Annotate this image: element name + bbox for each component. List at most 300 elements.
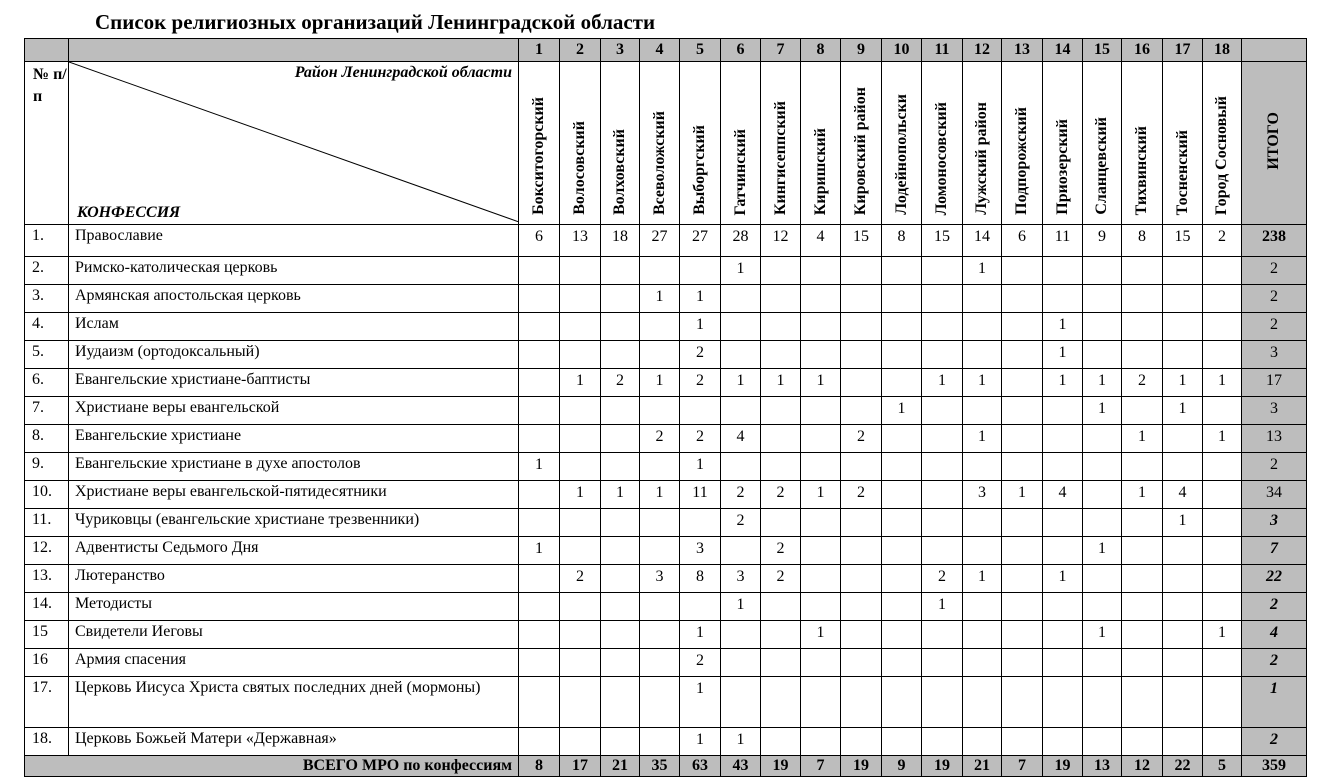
count-cell: 15 (1163, 225, 1203, 257)
district-header (761, 62, 801, 225)
count-cell (841, 677, 882, 728)
count-cell (519, 728, 560, 756)
header-row (25, 62, 1307, 225)
confession-name: Свидетели Иеговы (69, 621, 519, 649)
count-cell (1002, 257, 1043, 285)
count-cell: 1 (680, 313, 721, 341)
count-cell (721, 649, 761, 677)
column-number: 7 (761, 39, 801, 62)
count-cell (1043, 285, 1083, 313)
count-cell (841, 593, 882, 621)
district-header (882, 62, 922, 225)
count-cell: 1 (1043, 369, 1083, 397)
count-cell: 1 (1122, 425, 1163, 453)
count-cell (1122, 341, 1163, 369)
row-index: 1. (25, 225, 69, 257)
count-cell (601, 453, 640, 481)
count-cell: 1 (1203, 425, 1242, 453)
count-cell (963, 313, 1002, 341)
count-cell (882, 425, 922, 453)
district-name: Кировский район (852, 86, 869, 215)
district-header (922, 62, 963, 225)
count-cell: 1 (680, 621, 721, 649)
column-number: 4 (640, 39, 680, 62)
count-cell: 1 (721, 369, 761, 397)
count-cell (1163, 257, 1203, 285)
count-cell: 1 (963, 565, 1002, 593)
table-row (25, 565, 1307, 593)
count-cell (680, 257, 721, 285)
count-cell (841, 621, 882, 649)
district-header (1083, 62, 1122, 225)
column-total: 35 (640, 756, 680, 777)
count-cell (1043, 453, 1083, 481)
count-cell: 1 (640, 481, 680, 509)
count-cell (1163, 285, 1203, 313)
corner-gray-cell (25, 39, 69, 62)
diagonal-header-cell (69, 62, 519, 225)
column-total: 22 (1163, 756, 1203, 777)
count-cell: 2 (680, 341, 721, 369)
count-cell: 4 (1163, 481, 1203, 509)
count-cell: 1 (963, 257, 1002, 285)
count-cell: 2 (761, 481, 801, 509)
total-label: ИТОГО (1265, 111, 1282, 170)
total-number-cell (1242, 39, 1307, 62)
count-cell (519, 621, 560, 649)
count-cell (761, 509, 801, 537)
count-cell (640, 728, 680, 756)
count-cell: 1 (1083, 397, 1122, 425)
count-cell: 1 (519, 537, 560, 565)
count-cell: 3 (963, 481, 1002, 509)
count-cell (1083, 341, 1122, 369)
district-header (1122, 62, 1163, 225)
count-cell: 1 (801, 621, 841, 649)
district-name: Лодейнопольски (892, 94, 910, 215)
count-cell (1083, 677, 1122, 728)
confession-name: Римско-католическая церковь (69, 257, 519, 285)
row-total: 2 (1242, 649, 1307, 677)
table-row (25, 537, 1307, 565)
count-cell (841, 369, 882, 397)
count-cell (601, 397, 640, 425)
table-row (25, 397, 1307, 425)
count-cell (519, 677, 560, 728)
count-cell (601, 509, 640, 537)
count-cell (1122, 453, 1163, 481)
row-total: 3 (1242, 397, 1307, 425)
count-cell (1002, 509, 1043, 537)
count-cell: 1 (761, 369, 801, 397)
count-cell (1122, 313, 1163, 341)
count-cell (1083, 453, 1122, 481)
count-cell (922, 677, 963, 728)
count-cell (1203, 453, 1242, 481)
count-cell: 9 (1083, 225, 1122, 257)
count-cell (963, 341, 1002, 369)
confession-name: Церковь Иисуса Христа святых последних дней (мормоны) (69, 677, 519, 728)
count-cell (1002, 453, 1043, 481)
count-cell: 1 (1043, 341, 1083, 369)
count-cell (882, 369, 922, 397)
count-cell (560, 728, 601, 756)
count-cell (1083, 285, 1122, 313)
count-cell (841, 509, 882, 537)
count-cell (963, 728, 1002, 756)
count-cell (640, 509, 680, 537)
district-header (560, 62, 601, 225)
count-cell (519, 285, 560, 313)
count-cell (1043, 677, 1083, 728)
count-cell (1043, 425, 1083, 453)
count-cell (640, 593, 680, 621)
corner-gray-cell (69, 39, 519, 62)
column-number: 12 (963, 39, 1002, 62)
row-index: 17. (25, 677, 69, 728)
table-row (25, 649, 1307, 677)
count-cell (1043, 537, 1083, 565)
row-index: 15 (25, 621, 69, 649)
count-cell: 11 (1043, 225, 1083, 257)
confession-name: Методисты (69, 593, 519, 621)
count-cell (1043, 649, 1083, 677)
column-number: 5 (680, 39, 721, 62)
count-cell (882, 565, 922, 593)
count-cell (1002, 369, 1043, 397)
column-number: 16 (1122, 39, 1163, 62)
count-cell: 2 (1203, 225, 1242, 257)
count-cell: 6 (519, 225, 560, 257)
count-cell (560, 649, 601, 677)
count-cell (761, 593, 801, 621)
count-cell (560, 677, 601, 728)
column-total: 19 (1043, 756, 1083, 777)
count-cell: 1 (1043, 313, 1083, 341)
count-cell (519, 257, 560, 285)
count-cell (640, 677, 680, 728)
count-cell (841, 649, 882, 677)
district-header (1163, 62, 1203, 225)
count-cell (761, 257, 801, 285)
count-cell: 2 (680, 369, 721, 397)
count-cell (1083, 481, 1122, 509)
confession-label: КОНФЕССИЯ (77, 204, 181, 221)
district-name: Приозерский (1053, 119, 1071, 215)
count-cell: 28 (721, 225, 761, 257)
count-cell: 1 (560, 369, 601, 397)
district-header (963, 62, 1002, 225)
count-cell (721, 677, 761, 728)
row-total: 2 (1242, 257, 1307, 285)
count-cell (519, 369, 560, 397)
count-cell (1083, 509, 1122, 537)
count-cell (801, 677, 841, 728)
count-cell (1083, 425, 1122, 453)
count-cell (1122, 621, 1163, 649)
count-cell: 27 (640, 225, 680, 257)
column-total: 21 (963, 756, 1002, 777)
count-cell (1083, 649, 1122, 677)
count-cell (640, 649, 680, 677)
count-cell (560, 453, 601, 481)
count-cell (882, 621, 922, 649)
count-cell: 2 (721, 509, 761, 537)
count-cell: 2 (841, 425, 882, 453)
count-cell (963, 509, 1002, 537)
confession-name: Евангельские христиане (69, 425, 519, 453)
row-total: 3 (1242, 509, 1307, 537)
row-total: 1 (1242, 677, 1307, 728)
count-cell (1163, 453, 1203, 481)
count-cell (922, 453, 963, 481)
count-cell (801, 728, 841, 756)
count-cell (963, 621, 1002, 649)
count-cell (1203, 537, 1242, 565)
count-cell (519, 593, 560, 621)
count-cell: 1 (640, 369, 680, 397)
table-row (25, 225, 1307, 257)
count-cell (1163, 621, 1203, 649)
count-cell (801, 397, 841, 425)
count-cell (601, 677, 640, 728)
count-cell (601, 593, 640, 621)
count-cell (640, 313, 680, 341)
count-cell (801, 649, 841, 677)
column-total: 7 (801, 756, 841, 777)
count-cell (761, 728, 801, 756)
count-cell (1163, 313, 1203, 341)
count-cell (922, 649, 963, 677)
column-total: 12 (1122, 756, 1163, 777)
count-cell: 1 (601, 481, 640, 509)
count-cell (601, 728, 640, 756)
count-cell (601, 649, 640, 677)
count-cell (963, 537, 1002, 565)
count-cell (601, 341, 640, 369)
count-cell: 3 (640, 565, 680, 593)
count-cell (721, 397, 761, 425)
count-cell: 1 (963, 369, 1002, 397)
count-cell: 4 (801, 225, 841, 257)
column-total: 9 (882, 756, 922, 777)
count-cell: 1 (680, 453, 721, 481)
confession-name: Православие (69, 225, 519, 257)
table-row (25, 341, 1307, 369)
count-cell (1203, 728, 1242, 756)
confession-name: Армянская апостольская церковь (69, 285, 519, 313)
row-total: 2 (1242, 728, 1307, 756)
table-row (25, 509, 1307, 537)
count-cell: 1 (922, 369, 963, 397)
totals-label: ВСЕГО МРО по конфессиям (25, 756, 519, 777)
count-cell (560, 425, 601, 453)
count-cell (601, 565, 640, 593)
total-header (1242, 62, 1307, 225)
district-header (1002, 62, 1043, 225)
organizations-table (24, 38, 1307, 777)
count-cell: 1 (801, 369, 841, 397)
count-cell: 13 (560, 225, 601, 257)
district-name: Выборгский (691, 125, 708, 215)
count-cell (1002, 593, 1043, 621)
row-total: 4 (1242, 621, 1307, 649)
count-cell (922, 621, 963, 649)
column-total: 17 (560, 756, 601, 777)
count-cell (1002, 313, 1043, 341)
column-total: 19 (841, 756, 882, 777)
count-cell (1203, 565, 1242, 593)
count-cell (761, 453, 801, 481)
count-cell (922, 397, 963, 425)
count-cell (963, 649, 1002, 677)
count-cell (560, 313, 601, 341)
count-cell (1203, 509, 1242, 537)
count-cell (721, 453, 761, 481)
column-total: 43 (721, 756, 761, 777)
count-cell (1043, 621, 1083, 649)
diagonal-line (69, 62, 519, 222)
district-header (801, 62, 841, 225)
count-cell (922, 425, 963, 453)
count-cell (841, 728, 882, 756)
count-cell (801, 285, 841, 313)
count-cell (1002, 425, 1043, 453)
count-cell (841, 257, 882, 285)
column-number: 14 (1043, 39, 1083, 62)
count-cell: 2 (680, 649, 721, 677)
count-cell (1002, 649, 1043, 677)
count-cell (1203, 677, 1242, 728)
count-cell (963, 453, 1002, 481)
row-index: 16 (25, 649, 69, 677)
count-cell (1002, 285, 1043, 313)
row-total: 2 (1242, 453, 1307, 481)
count-cell: 1 (1163, 369, 1203, 397)
count-cell (1122, 649, 1163, 677)
count-cell (601, 537, 640, 565)
count-cell (640, 397, 680, 425)
district-header (1043, 62, 1083, 225)
count-cell (680, 397, 721, 425)
count-cell: 1 (640, 285, 680, 313)
count-cell (519, 481, 560, 509)
count-cell (1122, 285, 1163, 313)
count-cell: 4 (721, 425, 761, 453)
column-total: 13 (1083, 756, 1122, 777)
count-cell (1163, 593, 1203, 621)
count-cell: 1 (721, 257, 761, 285)
count-cell (1163, 425, 1203, 453)
count-cell (882, 313, 922, 341)
count-cell (801, 341, 841, 369)
count-cell (560, 509, 601, 537)
row-total: 2 (1242, 285, 1307, 313)
count-cell (922, 509, 963, 537)
count-cell: 1 (519, 453, 560, 481)
district-header (519, 62, 560, 225)
count-cell (761, 677, 801, 728)
count-cell (761, 397, 801, 425)
row-index: 2. (25, 257, 69, 285)
count-cell (882, 481, 922, 509)
count-cell: 2 (1122, 369, 1163, 397)
column-total: 7 (1002, 756, 1043, 777)
row-index: 12. (25, 537, 69, 565)
count-cell (1043, 728, 1083, 756)
count-cell: 1 (1163, 509, 1203, 537)
district-name: Лужский район (973, 102, 990, 215)
confession-name: Евангельские христиане-баптисты (69, 369, 519, 397)
count-cell (601, 285, 640, 313)
count-cell (922, 257, 963, 285)
row-total: 17 (1242, 369, 1307, 397)
count-cell (601, 425, 640, 453)
count-cell (801, 425, 841, 453)
count-cell: 8 (882, 225, 922, 257)
count-cell (1002, 537, 1043, 565)
column-total: 19 (761, 756, 801, 777)
row-index: 10. (25, 481, 69, 509)
table-row (25, 257, 1307, 285)
count-cell (1002, 565, 1043, 593)
count-cell (1203, 649, 1242, 677)
count-cell (963, 285, 1002, 313)
column-total: 19 (922, 756, 963, 777)
count-cell (882, 728, 922, 756)
count-cell (1163, 341, 1203, 369)
confession-name: Чуриковцы (евангельские христиане трезвенники) (69, 509, 519, 537)
row-total: 34 (1242, 481, 1307, 509)
count-cell: 2 (922, 565, 963, 593)
count-cell (1083, 313, 1122, 341)
row-total: 13 (1242, 425, 1307, 453)
index-header: № п/ п (25, 62, 69, 225)
district-name: Кингисеппский (771, 100, 789, 215)
count-cell: 1 (922, 593, 963, 621)
count-cell (841, 285, 882, 313)
column-number: 10 (882, 39, 922, 62)
count-cell: 6 (1002, 225, 1043, 257)
count-cell: 2 (761, 565, 801, 593)
count-cell (1203, 313, 1242, 341)
table-row (25, 313, 1307, 341)
count-cell (1083, 565, 1122, 593)
district-name: Волховский (611, 128, 628, 215)
district-header (841, 62, 882, 225)
count-cell: 2 (761, 537, 801, 565)
column-number: 1 (519, 39, 560, 62)
count-cell (560, 397, 601, 425)
count-cell (1043, 509, 1083, 537)
count-cell (1163, 677, 1203, 728)
count-cell (519, 425, 560, 453)
column-total: 63 (680, 756, 721, 777)
count-cell: 15 (922, 225, 963, 257)
count-cell (922, 728, 963, 756)
count-cell (601, 313, 640, 341)
count-cell (882, 649, 922, 677)
column-number: 3 (601, 39, 640, 62)
count-cell (922, 313, 963, 341)
count-cell (882, 537, 922, 565)
row-index: 11. (25, 509, 69, 537)
count-cell: 1 (1122, 481, 1163, 509)
count-cell (841, 313, 882, 341)
count-cell: 1 (1083, 621, 1122, 649)
count-cell (560, 621, 601, 649)
count-cell (601, 257, 640, 285)
